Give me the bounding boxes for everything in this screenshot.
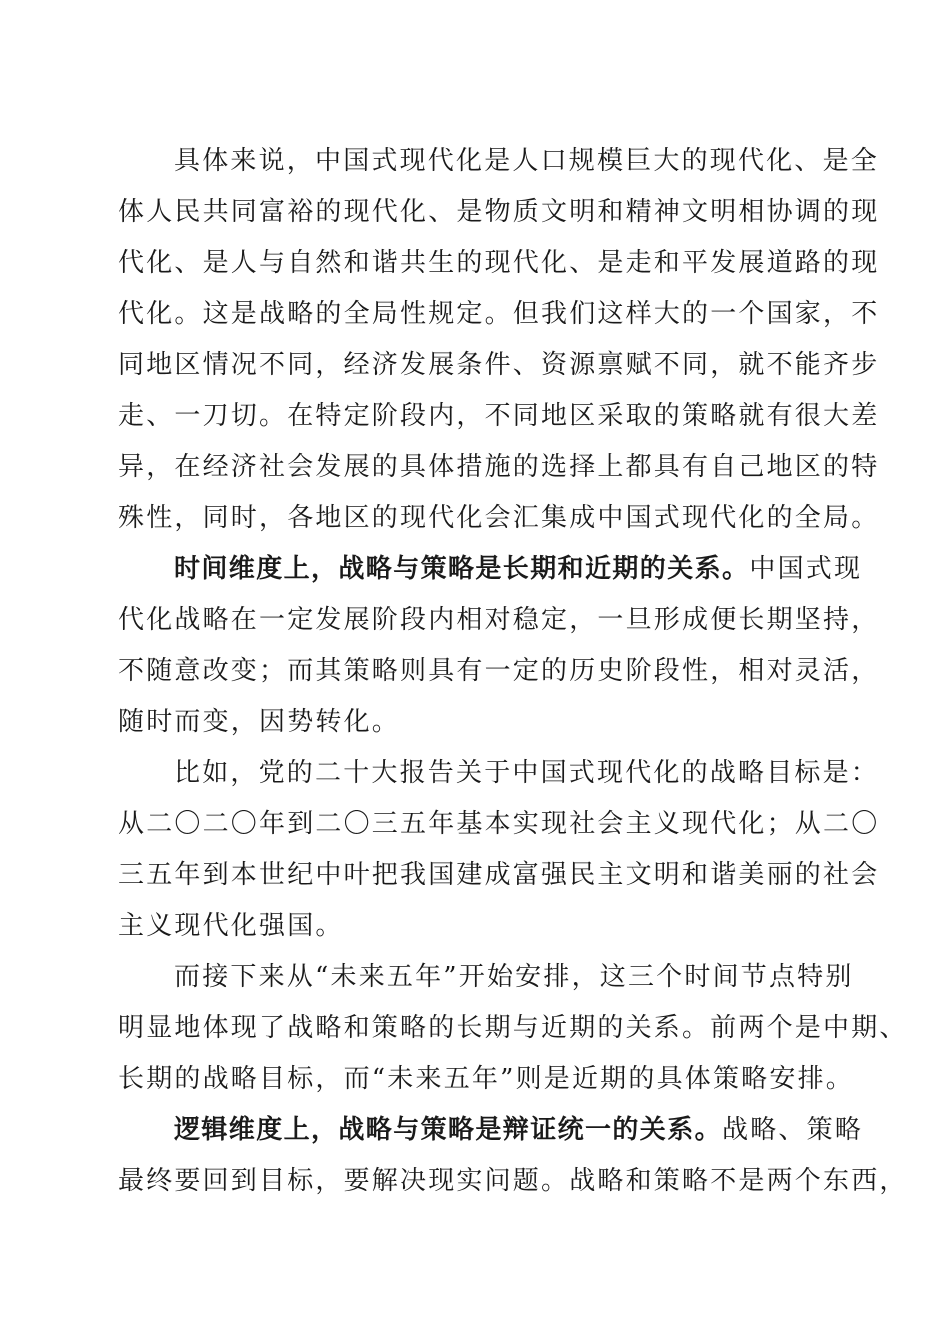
text-line: 殊性，同时，各地区的现代化会汇集成中国式现代化的全局。 [118,503,880,533]
paragraph-5 [118,1105,908,1207]
text-line: 随时而变，因势转化。 [118,707,401,737]
text-line: 异，在经济社会发展的具体措施的选择上都具有自己地区的特 [118,452,880,482]
text-line [118,1105,864,1156]
text-line: 代化、是人与自然和谐共生的现代化、是走和平发展道路的现 [118,248,880,278]
text-line: 主义现代化强国。 [118,911,344,941]
text-line: 明显地体现了战略和策略的长期与近期的关系。前两个是中期、 [118,1013,908,1043]
text-line: 走、一刀切。在特定阶段内，不同地区采取的策略就有很大差 [118,401,880,431]
paragraph-3 [118,748,880,952]
text-line: 三五年到本世纪中叶把我国建成富强民主文明和谐美丽的社会 [118,860,880,890]
text-span: 中国式现 [749,554,863,584]
text-line: 长期的战略目标，而“未来五年”则是近期的具体策略安排。 [118,1064,854,1094]
text-line [118,544,863,595]
text-line: 代化。这是战略的全局性规定。但我们这样大的一个国家，不 [118,299,880,329]
text-line: 不随意改变；而其策略则具有一定的历史阶段性，相对灵活， [118,656,880,686]
bold-heading: 逻辑维度上，战略与策略是辩证统一的关系。 [174,1115,723,1145]
paragraph-4 [118,952,908,1105]
text-line: 具体来说，中国式现代化是人口规模巨大的现代化、是全 [174,146,880,176]
document-page [118,136,908,1207]
paragraph-2 [118,544,880,748]
paragraph-1 [118,136,880,544]
text-line: 同地区情况不同，经济发展条件、资源禀赋不同，就不能齐步 [118,350,880,380]
text-line: 代化战略在一定发展阶段内相对稳定，一旦形成便长期坚持， [118,605,880,635]
text-line: 体人民共同富裕的现代化、是物质文明和精神文明相协调的现 [118,197,880,227]
bold-heading: 时间维度上，战略与策略是长期和近期的关系。 [174,554,750,584]
text-span: 战略、策略 [722,1115,864,1145]
text-line: 最终要回到目标，要解决现实问题。战略和策略不是两个东西， [118,1166,908,1196]
text-line: 从二〇二〇年到二〇三五年基本实现社会主义现代化；从二〇 [118,809,880,839]
text-line: 而接下来从“未来五年”开始安排，这三个时间节点特别 [174,962,854,992]
text-line: 比如，党的二十大报告关于中国式现代化的战略目标是： [174,758,880,788]
